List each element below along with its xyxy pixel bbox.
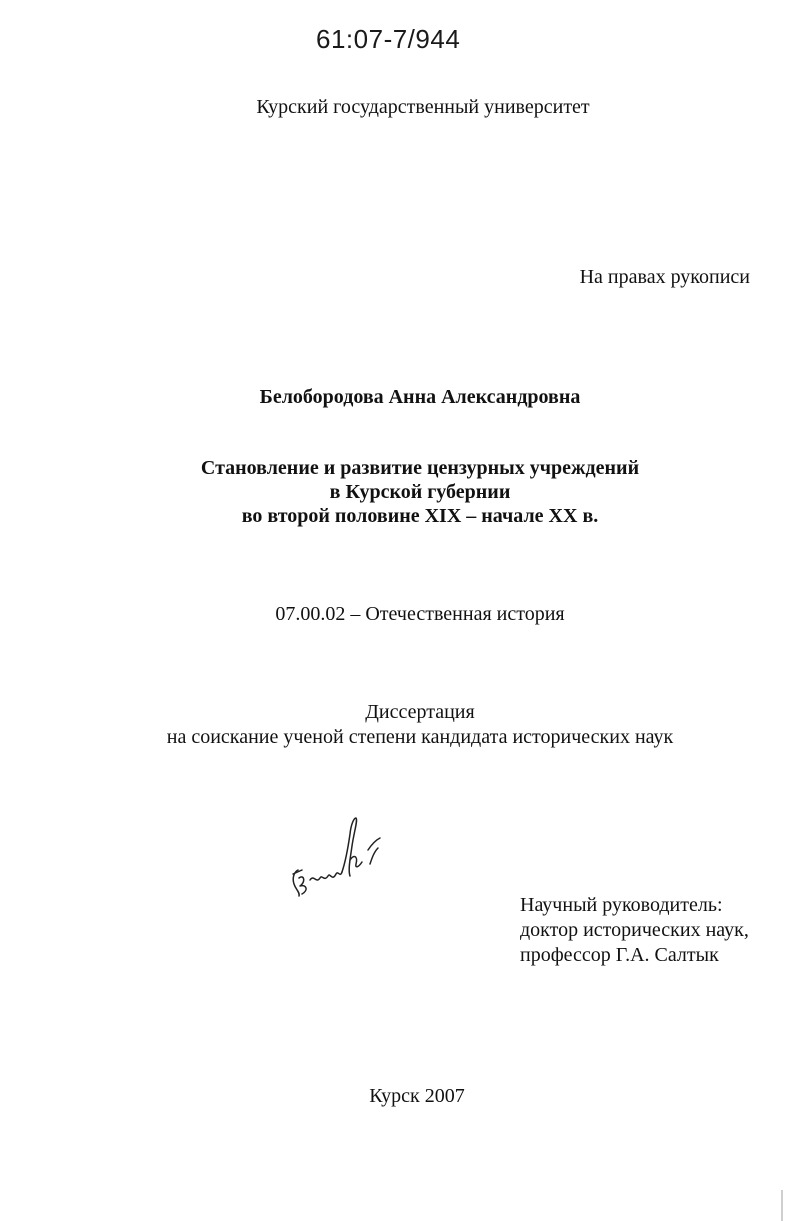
- author-name: Белобородова Анна Александровна: [259, 386, 581, 408]
- scan-edge-mark: [781, 1190, 783, 1221]
- degree-statement: [0, 700, 798, 750]
- advisor-line-1: Научный руководитель:: [520, 894, 723, 916]
- degree-line-2: на соискание ученой степени кандидата исторических наук: [166, 726, 674, 748]
- title-line-2: в Курской губернии: [329, 481, 511, 503]
- title-line-3: во второй половине XIX – начале XX в.: [241, 505, 599, 527]
- university-name: Курский государственный университет: [256, 96, 590, 118]
- city-and-year: Курск 2007: [369, 1085, 465, 1107]
- specialty-code: 07.00.02 – Отечественная история: [275, 603, 565, 625]
- degree-line-1: Диссертация: [365, 701, 475, 723]
- dissertation-title: [0, 456, 798, 528]
- rights-notice: На правах рукописи: [579, 266, 750, 288]
- title-line-1: Становление и развитие цензурных учреждений: [200, 457, 640, 479]
- advisor-line-2: доктор исторических наук,: [520, 919, 749, 941]
- advisor-line-3: профессор Г.А. Салтык: [520, 944, 719, 966]
- catalog-number: 61:07-7/944: [316, 24, 461, 54]
- handwritten-signature: [284, 812, 394, 904]
- scientific-advisor: [520, 893, 749, 968]
